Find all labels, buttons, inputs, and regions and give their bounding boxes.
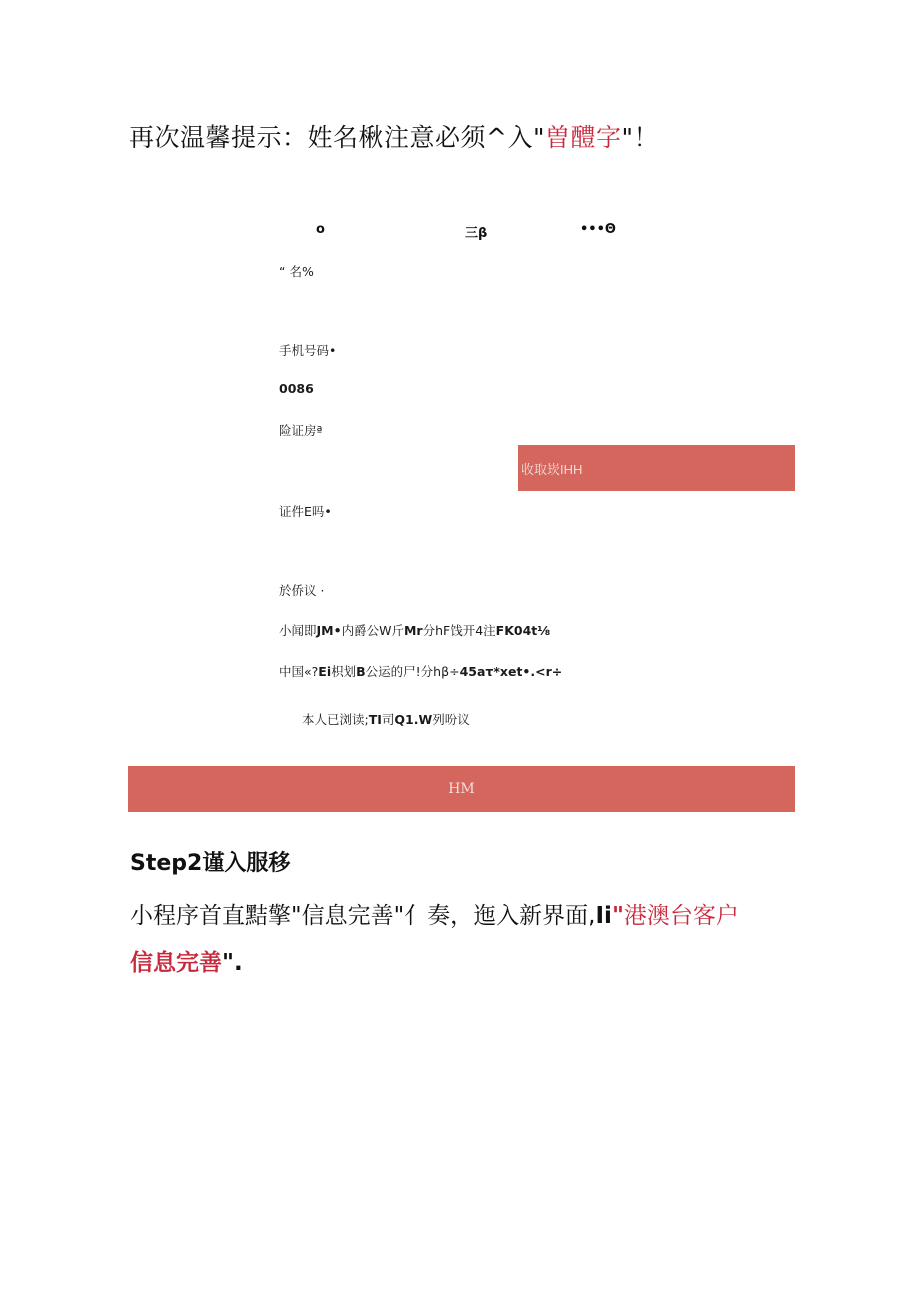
agreement-line-2-part: 公运的尸!分hβ÷ — [365, 664, 460, 679]
step2-line-1-quote: " — [611, 903, 624, 929]
consent-part: 本人已浏读; — [302, 712, 369, 727]
agreement-line-2-part: 中国«? — [279, 664, 319, 679]
step2-line-2-red: 信息完善 — [130, 950, 222, 976]
agreement-line-2-part: 枳划 — [331, 664, 357, 679]
agreement-line-1 — [279, 621, 550, 639]
agreement-line-2 — [279, 662, 562, 680]
step2-line-2-suffix: ". — [222, 950, 243, 976]
agreement-line-2-part: 45aτ*xet•.<r÷ — [459, 664, 563, 679]
consent-part: Q1.W — [394, 712, 433, 727]
step2-line-1-text: 小程序首直黠擎"信息完善"亻奏，迤入新界面, — [130, 903, 596, 929]
reminder-suffix: "！ — [621, 123, 659, 152]
agreement-line-1-part: JM• — [316, 623, 342, 638]
reminder-heading — [129, 118, 659, 154]
step2-line-1-red: 港澳台客户 — [623, 903, 739, 929]
agreement-line-2-part: Ei — [318, 664, 332, 679]
step2-line-2 — [130, 944, 243, 977]
get-code-button[interactable]: 收取崁IHH — [518, 445, 795, 491]
consent-part: TI — [368, 712, 382, 727]
status-center: 三β — [465, 226, 488, 241]
phone-label: 手机号码• — [279, 343, 337, 358]
submit-button[interactable]: HM — [128, 766, 795, 812]
status-left: o — [316, 222, 325, 237]
country-code[interactable]: 0086 — [279, 381, 314, 396]
step2-title: Step2谨入服移 — [130, 851, 291, 876]
id-label: 证件E吗• — [279, 504, 332, 519]
consent-checkbox-label[interactable] — [302, 710, 470, 728]
agreement-line-2-part: B — [356, 664, 366, 679]
step2-line-1-bold: Ii — [595, 903, 612, 929]
agreement-line-1-part: Mr — [403, 623, 423, 638]
consent-part: 列吩议 — [432, 712, 470, 727]
name-label: “ 名% — [279, 264, 314, 279]
step2-line-1 — [130, 897, 739, 930]
agreement-title: 於侨议 · — [279, 583, 325, 598]
agreement-line-1-part: 分hF饯开4注 — [422, 623, 496, 638]
reminder-prefix: 再次温馨提示：姓名楸注意必须^入" — [129, 123, 545, 152]
agreement-line-1-part: FK04t⅛ — [495, 623, 551, 638]
status-right: •••Θ — [580, 222, 616, 237]
agreement-line-1-part: 小闻即 — [279, 623, 317, 638]
agreement-line-1-part: 内爵公W斤 — [341, 623, 404, 638]
verify-label: 险证房ª — [279, 423, 323, 438]
reminder-highlight: 曽醴字 — [544, 123, 622, 152]
consent-part: 司 — [381, 712, 395, 727]
